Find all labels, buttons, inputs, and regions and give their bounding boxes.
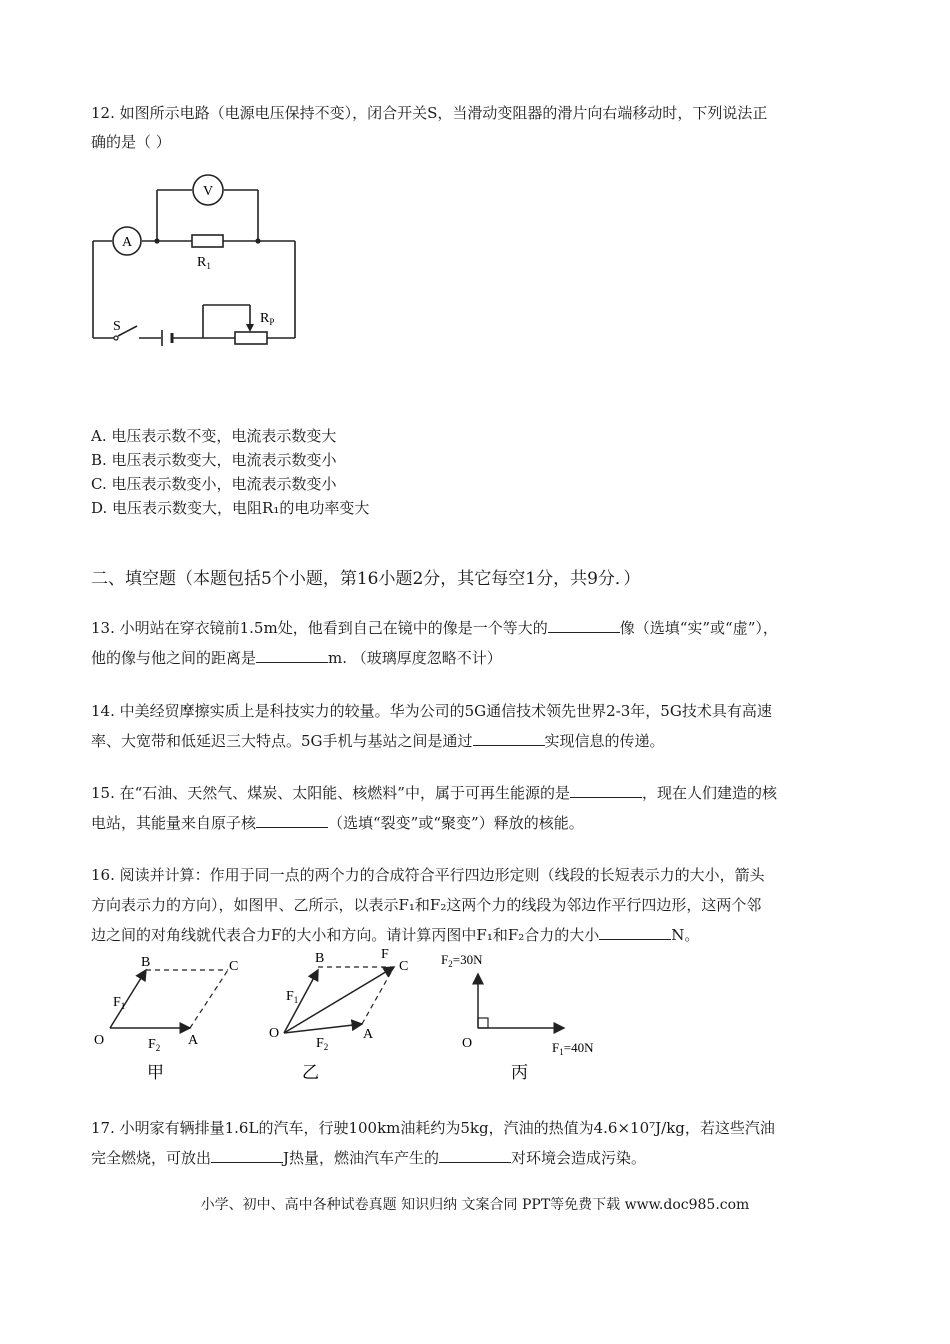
switch-label: S [113, 319, 121, 334]
yi-label-f1: $F_1$ [286, 989, 299, 1005]
q14-line1: 14. 中美经贸摩擦实质上是科技实力的较量。华为公司的5G通信技术领先世界2-3年，5G技术具有高速 [91, 702, 772, 720]
q15-text-a: 15. 在“石油、天然气、煤炭、太阳能、核燃料”中，属于可再生能源的是 [91, 784, 570, 802]
q16-text-c: 边之间的对角线就代表合力F的大小和方向。请计算丙图中F₁和F₂合力的大小 [91, 926, 600, 944]
q14-line2 [91, 731, 665, 751]
yi-label-o: O [269, 1026, 280, 1041]
section-title: 二、填空题（本题包括5个小题，第16小题2分，其它每空1分，共9分．） [91, 569, 641, 589]
q17-line2 [91, 1148, 646, 1168]
q17-line1: 17. 小明家有辆排量1.6L的汽车，行驶100km油耗约为5kg，汽油的热值为4.6×10⁷J/kg，若这些汽油 [91, 1119, 775, 1137]
yi-label-c: C [399, 959, 409, 974]
q15-text-d: （选填“裂变”或“聚变”）释放的核能。 [328, 814, 584, 832]
q14-blank[interactable] [473, 731, 545, 746]
q15-text-b: ，现在人们建造的核 [641, 784, 777, 802]
q17-blank-1[interactable] [211, 1148, 283, 1163]
q13-text-b: 像（选填“实”或“虚”）， [619, 619, 778, 637]
jia-label-c: C [229, 959, 239, 974]
q13-line1 [91, 618, 778, 638]
bing-label-f2: $F_2=30N$ [441, 952, 483, 969]
bing-caption: 丙 [511, 1063, 528, 1082]
q15-line2 [91, 813, 584, 833]
jia-label-f1: $F_1$ [113, 995, 126, 1011]
q12-option-d: D. 电压表示数变大，电阻R₁的电功率变大 [91, 499, 370, 517]
figure-yi [262, 942, 432, 1090]
q17-blank-2[interactable] [439, 1148, 511, 1163]
resistor-r1 [192, 235, 223, 247]
q13-blank-1[interactable] [548, 618, 620, 633]
q13-text-d: m. （玻璃厚度忽略不计） [328, 649, 502, 667]
voltmeter-label: V [202, 184, 214, 199]
yi-label-b: B [315, 951, 325, 966]
q17-text-d: 对环境会造成污染。 [511, 1149, 647, 1167]
jia-label-f2: $F_2$ [148, 1037, 161, 1053]
q16-text-d: N。 [671, 926, 700, 944]
jia-label-b: B [141, 955, 151, 970]
r1-label: $R_1$ [197, 255, 211, 271]
q13-blank-2[interactable] [256, 648, 328, 663]
q12-option-c: C. 电压表示数变小，电流表示数变小 [91, 475, 337, 493]
q15-line1 [91, 783, 777, 803]
bing-label-o: O [462, 1036, 473, 1051]
q16-line2: 方向表示力的方向），如图甲、乙所示，以表示F₁和F₂这两个力的线段为邻边作平行四边形，这两个邻 [91, 896, 762, 914]
figure-jia [85, 950, 265, 1090]
q15-text-c: 电站，其能量来自原子核 [91, 814, 257, 832]
q14-text-b: 率、大宽带和低延迟三大特点。5G手机与基站之间是通过 [91, 732, 473, 750]
q12-stem-line1: 12. 如图所示电路（电源电压保持不变），闭合开关S，当滑动变阻器的滑片向右端移动时，下列说法正 [91, 104, 768, 122]
rheostat [235, 332, 267, 344]
q13-line2 [91, 648, 502, 668]
q12-option-b: B. 电压表示数变大，电流表示数变小 [91, 451, 337, 469]
q16-line1: 16. 阅读并计算：作用于同一点的两个力的合成符合平行四边形定则（线段的长短表示力的大小，箭头 [91, 866, 765, 884]
q14-text-c: 实现信息的传递。 [544, 732, 665, 750]
jia-caption: 甲 [147, 1063, 164, 1082]
q17-text-c: J热量，燃油汽车产生的 [283, 1149, 440, 1167]
q16-blank[interactable] [599, 925, 671, 940]
page-footer: 小学、初中、高中各种试卷真题 知识归纳 文案合同 PPT等免费下载 www.doc985.com [200, 1197, 750, 1213]
yi-label-f: F [381, 947, 389, 962]
q13-text-c: 他的像与他之间的距离是 [91, 649, 257, 667]
q17-text-b: 完全燃烧，可放出 [91, 1149, 212, 1167]
q12-option-a: A. 电压表示数不变，电流表示数变大 [91, 427, 337, 445]
rheostat-slider-arrow [246, 324, 254, 332]
q13-text-a: 13. 小明站在穿衣镜前1.5m处，他看到自己在镜中的像是一个等大的 [91, 619, 548, 637]
figure-bing [440, 946, 620, 1090]
q15-blank-2[interactable] [256, 813, 328, 828]
circuit-diagram [85, 170, 315, 360]
jia-label-a: A [188, 1033, 199, 1048]
yi-caption: 乙 [302, 1063, 319, 1082]
q15-blank-1[interactable] [570, 783, 642, 798]
jia-label-o: O [94, 1033, 105, 1048]
q12-stem-line2: 确的是（ ） [91, 133, 171, 151]
yi-label-a: A [363, 1027, 374, 1042]
yi-label-f2: $F_2$ [316, 1036, 329, 1052]
ammeter-label: A [121, 235, 133, 250]
bing-label-f1: $F_1=40N$ [552, 1040, 594, 1057]
rheostat-label: $R_P$ [260, 311, 275, 327]
